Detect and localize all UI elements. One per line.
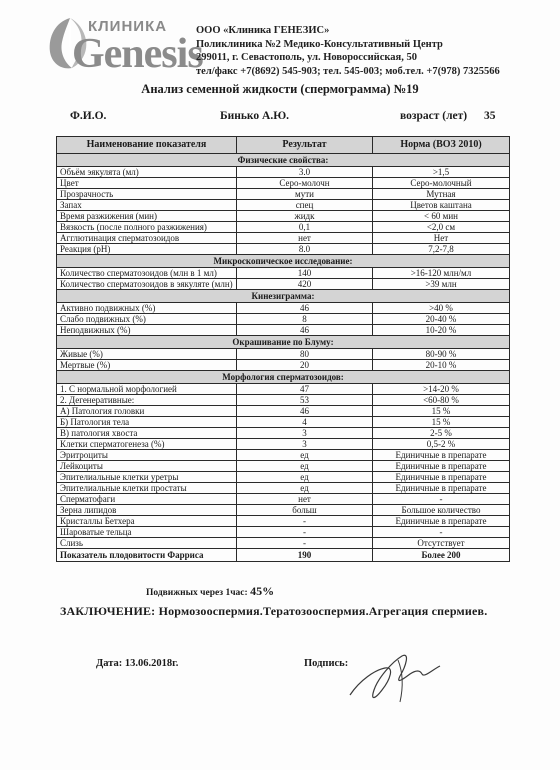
result-cell: ед — [237, 461, 373, 472]
result-cell: 46 — [237, 303, 373, 314]
result-cell: ед — [237, 483, 373, 494]
result-cell: 8 — [237, 314, 373, 325]
indicator-cell: В) патология хвоста — [57, 428, 237, 439]
result-cell: 20 — [237, 360, 373, 371]
norm-cell: <60-80 % — [373, 395, 510, 406]
result-cell: 46 — [237, 406, 373, 417]
indicator-cell: 2. Дегенеративные: — [57, 395, 237, 406]
table-row — [57, 189, 510, 200]
norm-cell: 15 % — [373, 406, 510, 417]
norm-cell: Более 200 — [373, 549, 510, 562]
fio-label: Ф.И.О. — [70, 110, 107, 122]
indicator-cell: Лейкоциты — [57, 461, 237, 472]
section-row — [57, 255, 510, 268]
org-branch: Поликлиника №2 Медико-Консультативный Центр — [196, 38, 443, 50]
norm-cell: Единичные в препарате — [373, 450, 510, 461]
indicator-cell: Количество сперматозоидов (млн в 1 мл) — [57, 268, 237, 279]
table-row — [57, 200, 510, 211]
conclusion: ЗАКЛЮЧЕНИЕ: Нормозооспермия.Тератозооспермия.Агрегация спермиев. — [60, 604, 488, 618]
indicator-cell: Эпителиальные клетки простаты — [57, 483, 237, 494]
norm-cell: >14-20 % — [373, 384, 510, 395]
handwritten-signature — [340, 640, 460, 710]
result-cell: - — [237, 538, 373, 549]
result-cell: жидк — [237, 211, 373, 222]
norm-cell: >40 % — [373, 303, 510, 314]
motile-after-hour — [146, 584, 274, 599]
result-cell: нет — [237, 494, 373, 505]
table-row — [57, 325, 510, 336]
indicator-cell: Реакция (pH) — [57, 244, 237, 255]
indicator-cell: Прозрачность — [57, 189, 237, 200]
indicator-cell: Цвет — [57, 178, 237, 189]
indicator-cell: Б) Патология тела — [57, 417, 237, 428]
norm-cell: Нет — [373, 233, 510, 244]
norm-cell: Большое количество — [373, 505, 510, 516]
indicator-cell: Неподвижных (%) — [57, 325, 237, 336]
age-label: возраст (лет) — [400, 110, 468, 122]
table-row — [57, 406, 510, 417]
table-row — [57, 303, 510, 314]
table-row — [57, 527, 510, 538]
indicator-cell: 1. С нормальной морфологией — [57, 384, 237, 395]
table-row — [57, 222, 510, 233]
table-row — [57, 505, 510, 516]
indicator-cell: Мертвые (%) — [57, 360, 237, 371]
org-name: ООО «Клиника ГЕНЕЗИС» — [196, 25, 330, 36]
indicator-cell: Слизь — [57, 538, 237, 549]
table-row — [57, 167, 510, 178]
result-cell: 3 — [237, 428, 373, 439]
motile-value: 45% — [250, 584, 275, 598]
table-row — [57, 244, 510, 255]
norm-cell: Отсутствует — [373, 538, 510, 549]
indicator-cell: Объём эякулята (мл) — [57, 167, 237, 178]
section-title: Микроскопическое исследование: — [57, 255, 510, 268]
result-cell: 53 — [237, 395, 373, 406]
result-cell: нет — [237, 233, 373, 244]
result-cell: 3.0 — [237, 167, 373, 178]
norm-cell: Серо-молочный — [373, 178, 510, 189]
indicator-cell: Эпителиальные клетки уретры — [57, 472, 237, 483]
table-row — [57, 483, 510, 494]
norm-cell: >39 млн — [373, 279, 510, 290]
table-row — [57, 516, 510, 527]
table-row — [57, 439, 510, 450]
norm-cell: 80-90 % — [373, 349, 510, 360]
norm-cell: >1,5 — [373, 167, 510, 178]
section-row — [57, 371, 510, 384]
norm-cell: - — [373, 527, 510, 538]
norm-cell: 0,5-2 % — [373, 439, 510, 450]
clinic-logo — [40, 12, 203, 82]
fio-value: Бинько А.Ю. — [220, 110, 290, 122]
norm-cell: Единичные в препарате — [373, 472, 510, 483]
clinic-info — [196, 24, 500, 78]
norm-cell: Единичные в препарате — [373, 483, 510, 494]
indicator-cell: Зерна липидов — [57, 505, 237, 516]
norm-cell: 7,2-7,8 — [373, 244, 510, 255]
org-address: 299011, г. Севастополь, ул. Новороссийская, 50 — [196, 52, 417, 63]
indicator-cell: Запах — [57, 200, 237, 211]
indicator-cell: Время разжижения (мин) — [57, 211, 237, 222]
results-table — [56, 136, 510, 562]
section-row — [57, 290, 510, 303]
result-cell: 420 — [237, 279, 373, 290]
result-cell: ед — [237, 472, 373, 483]
section-row — [57, 336, 510, 349]
result-cell: Серо-молочн — [237, 178, 373, 189]
norm-cell: 15 % — [373, 417, 510, 428]
table-row — [57, 450, 510, 461]
logo-caption: КЛИНИКА — [88, 18, 168, 35]
indicator-cell: Слабо подвижных (%) — [57, 314, 237, 325]
table-row — [57, 360, 510, 371]
result-cell: 8.0 — [237, 244, 373, 255]
indicator-cell: Кристаллы Бетхера — [57, 516, 237, 527]
norm-cell: Единичные в препарате — [373, 461, 510, 472]
age-value: 35 — [484, 110, 496, 122]
table-row — [57, 268, 510, 279]
table-row — [57, 384, 510, 395]
result-cell: - — [237, 527, 373, 538]
indicator-cell: Сперматофаги — [57, 494, 237, 505]
table-row — [57, 314, 510, 325]
logo-wordmark: Genesis — [72, 31, 203, 77]
result-cell: мути — [237, 189, 373, 200]
indicator-cell: Клетки сперматогенеза (%) — [57, 439, 237, 450]
norm-cell: < 60 мин — [373, 211, 510, 222]
result-cell: 140 — [237, 268, 373, 279]
result-cell: спец — [237, 200, 373, 211]
patient-row — [70, 110, 510, 126]
indicator-cell: Живые (%) — [57, 349, 237, 360]
header-norm: Норма (ВОЗ 2010) — [373, 137, 510, 154]
table-row — [57, 349, 510, 360]
header-result: Результат — [237, 137, 373, 154]
result-cell: ед — [237, 450, 373, 461]
indicator-cell: Агглютинация сперматозоидов — [57, 233, 237, 244]
norm-cell: 2-5 % — [373, 428, 510, 439]
motile-label: Подвижных через 1час: — [146, 588, 248, 598]
result-cell: 47 — [237, 384, 373, 395]
result-cell: - — [237, 516, 373, 527]
norm-cell: 10-20 % — [373, 325, 510, 336]
table-row — [57, 428, 510, 439]
norm-cell: <2,0 см — [373, 222, 510, 233]
table-row — [57, 178, 510, 189]
table-row — [57, 233, 510, 244]
table-row — [57, 417, 510, 428]
norm-cell: Единичные в препарате — [373, 516, 510, 527]
indicator-cell: Шароватые тельца — [57, 527, 237, 538]
indicator-cell: Активно подвижных (%) — [57, 303, 237, 314]
result-cell: 3 — [237, 439, 373, 450]
section-title: Морфология сперматозоидов: — [57, 371, 510, 384]
org-phones: тел/факс +7(8692) 545-903; тел. 545-003; моб.тел. +7(978) 7325566 — [196, 65, 500, 77]
section-title: Кинезиграмма: — [57, 290, 510, 303]
norm-cell: Цветов каштана — [373, 200, 510, 211]
table-row — [57, 472, 510, 483]
section-title: Окрашивание по Блуму: — [57, 336, 510, 349]
table-row — [57, 538, 510, 549]
indicator-cell: Количество сперматозоидов в эякуляте (млн) — [57, 279, 237, 290]
norm-cell: 20-40 % — [373, 314, 510, 325]
norm-cell: 20-10 % — [373, 360, 510, 371]
norm-cell: >16-120 млн/мл — [373, 268, 510, 279]
result-cell: 0,1 — [237, 222, 373, 233]
header-indicator: Наименование показателя — [57, 137, 237, 154]
section-row — [57, 154, 510, 167]
norm-cell: - — [373, 494, 510, 505]
result-cell: 4 — [237, 417, 373, 428]
farris-row — [57, 549, 510, 562]
table-row — [57, 494, 510, 505]
table-row — [57, 211, 510, 222]
table-row — [57, 395, 510, 406]
indicator-cell: Эритроциты — [57, 450, 237, 461]
document-title: Анализ семенной жидкости (спермограмма) №19 — [141, 82, 419, 96]
result-cell: 46 — [237, 325, 373, 336]
result-cell: 80 — [237, 349, 373, 360]
norm-cell: Мутная — [373, 189, 510, 200]
indicator-cell: Вязкость (после полного разжижения) — [57, 222, 237, 233]
indicator-cell: Показатель плодовитости Фарриса — [57, 549, 237, 562]
result-cell: 190 — [237, 549, 373, 562]
table-row — [57, 461, 510, 472]
report-date: Дата: 13.06.2018г. — [96, 658, 179, 669]
result-cell: больш — [237, 505, 373, 516]
section-title: Физические свойства: — [57, 154, 510, 167]
table-header-row — [57, 137, 510, 154]
signature-label: Подпись: — [304, 658, 349, 669]
indicator-cell: А) Патология головки — [57, 406, 237, 417]
table-row — [57, 279, 510, 290]
